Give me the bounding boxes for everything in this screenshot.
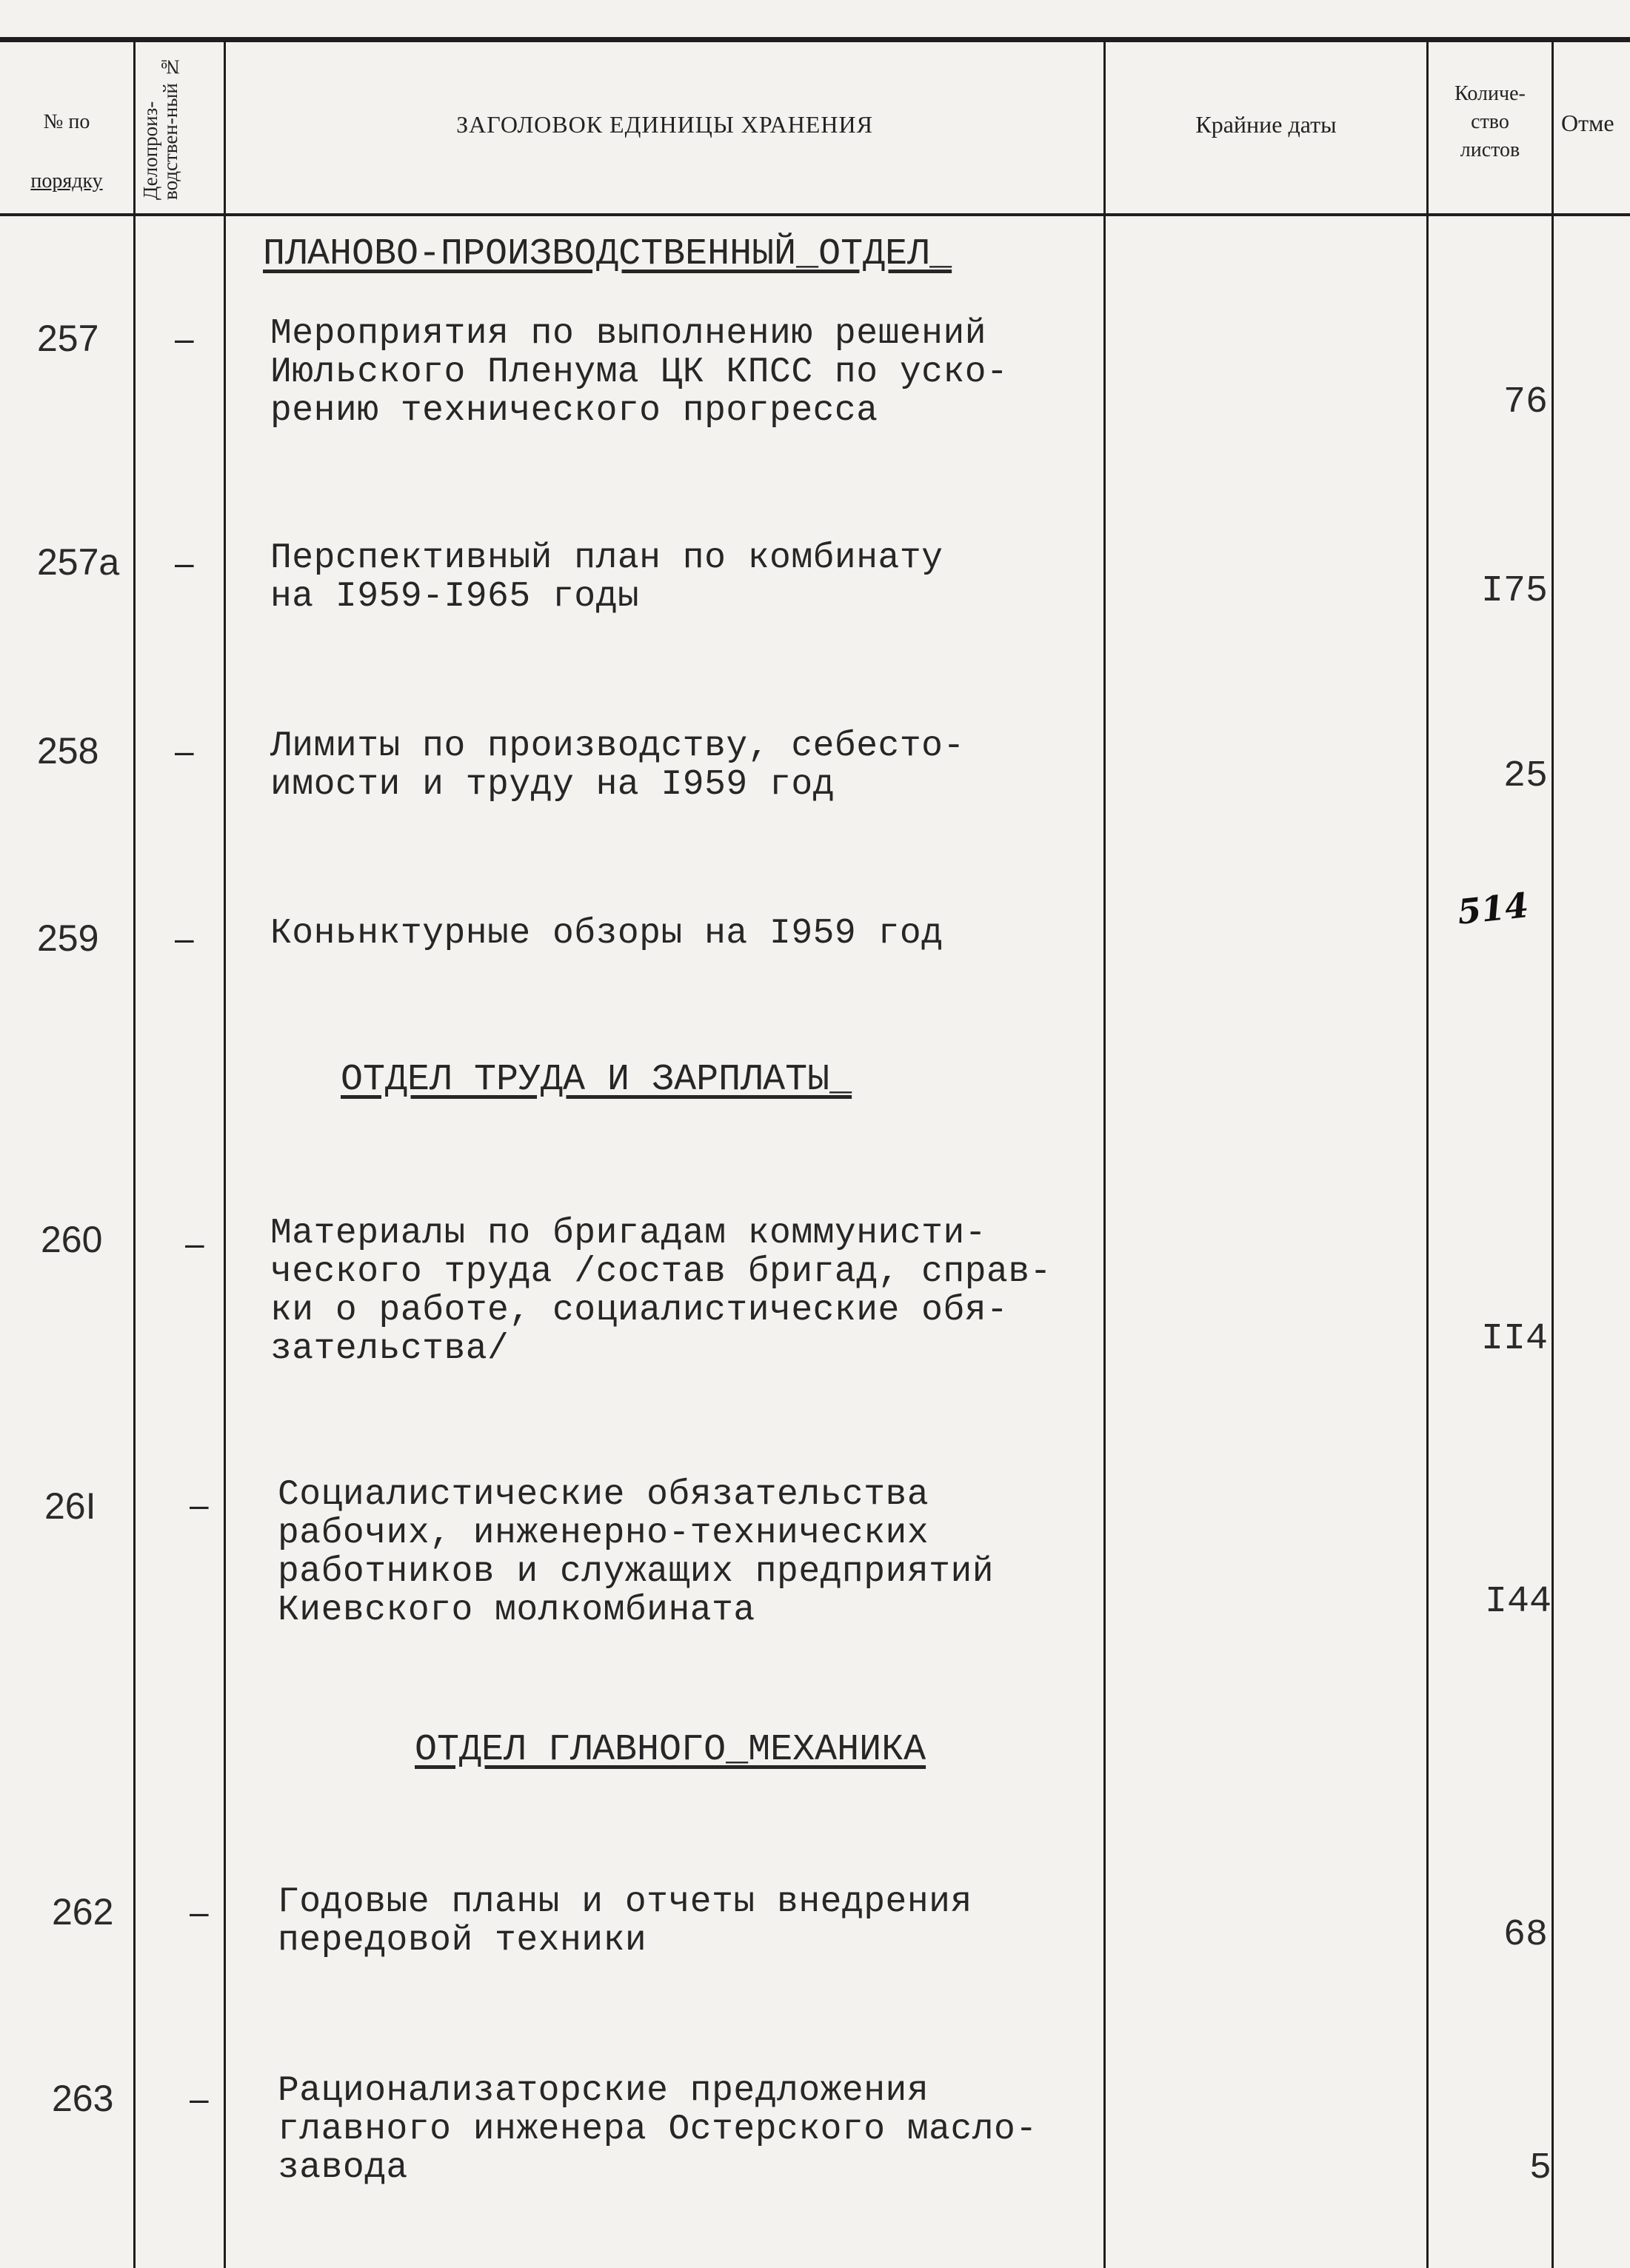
sheet-count: 76 xyxy=(1503,381,1548,424)
section-labor: ОТДЕЛ ТРУДА И ЗАРПЛАТЫ_ xyxy=(341,1059,852,1101)
row-number: 262 xyxy=(52,1891,114,1933)
header-title-col: ЗАГОЛОВОК ЕДИНИЦЫ ХРАНЕНИЯ xyxy=(456,111,873,138)
row-title: Социалистические обязательства рабочих, инженерно-технических работников и служащих предприятий Киевского молкомбината xyxy=(278,1475,995,1630)
row-number: 257а xyxy=(37,541,120,583)
row-title: Годовые планы и отчеты внедрения передовой техники xyxy=(278,1882,972,1961)
office-number: – xyxy=(185,1224,204,1262)
header-count-col xyxy=(1429,80,1551,164)
row-number: 259 xyxy=(37,917,99,959)
sheet-count: 68 xyxy=(1503,1914,1548,1956)
sheet-count: I44 xyxy=(1484,1581,1551,1623)
row-title: Мероприятия по выполнению решений Июльского Пленума ЦК КПСС по уско- рению технического прогресса xyxy=(270,314,1009,431)
top-border xyxy=(0,37,1630,42)
column-divider-4 xyxy=(1426,41,1429,2268)
sheet-count: 25 xyxy=(1503,755,1548,797)
header-count-line2: ство xyxy=(1471,110,1509,133)
header-count-line3: листов xyxy=(1460,138,1520,161)
row-number: 260 xyxy=(41,1219,103,1260)
row-number: 263 xyxy=(52,2078,114,2119)
header-number-line2: порядку xyxy=(30,170,103,193)
sheet-count: II4 xyxy=(1480,1318,1548,1360)
header-number-line1: № по xyxy=(43,110,90,133)
header-number-col xyxy=(0,93,133,211)
sheet-count: I75 xyxy=(1480,570,1548,612)
column-divider-1 xyxy=(133,41,136,2268)
row-number: 258 xyxy=(37,730,99,772)
handwritten-sheet-count: 514 xyxy=(1455,885,1531,932)
office-number: – xyxy=(175,543,194,582)
header-count-line1: Количе- xyxy=(1454,82,1526,105)
office-number: – xyxy=(190,1893,209,1931)
row-number: 257 xyxy=(37,318,99,359)
row-title: Рационализаторские предложения главного инженера Остерского масло- завода xyxy=(278,2071,1038,2188)
column-divider-3 xyxy=(1103,41,1106,2268)
header-office-number-col: Делопроиз-водствен-ный № xyxy=(139,56,181,200)
header-bottom-border xyxy=(0,213,1630,216)
office-number: – xyxy=(175,919,194,957)
row-title: Коньнктурные обзоры на I959 год xyxy=(270,914,943,954)
office-number: – xyxy=(190,2079,209,2118)
column-divider-2 xyxy=(224,41,226,2268)
office-number: – xyxy=(175,319,194,358)
row-title: Лимиты по производству, себесто- имости и труду на I959 год xyxy=(270,726,965,805)
sheet-count: 5 xyxy=(1529,2147,1551,2190)
row-number: 26I xyxy=(44,1485,96,1527)
header-notes-col: Отме xyxy=(1561,110,1614,136)
section-mechanic: ОТДЕЛ ГЛАВНОГО_МЕХАНИКА xyxy=(415,1729,926,1771)
office-number: – xyxy=(190,1485,209,1524)
row-title: Перспективный план по комбинату на I959-I965 годы xyxy=(270,538,943,617)
header-dates-col: Крайние даты xyxy=(1195,111,1337,138)
section-planning: ПЛАНОВО-ПРОИЗВОДСТВЕННЫЙ_ОТДЕЛ_ xyxy=(263,233,952,275)
row-title: Материалы по бригадам коммунисти- ческого труда /состав бригад, справ- ки о работе, социалистические обя- зательства/ xyxy=(270,1214,1052,1369)
office-number: – xyxy=(175,732,194,770)
column-divider-5 xyxy=(1551,41,1554,2268)
